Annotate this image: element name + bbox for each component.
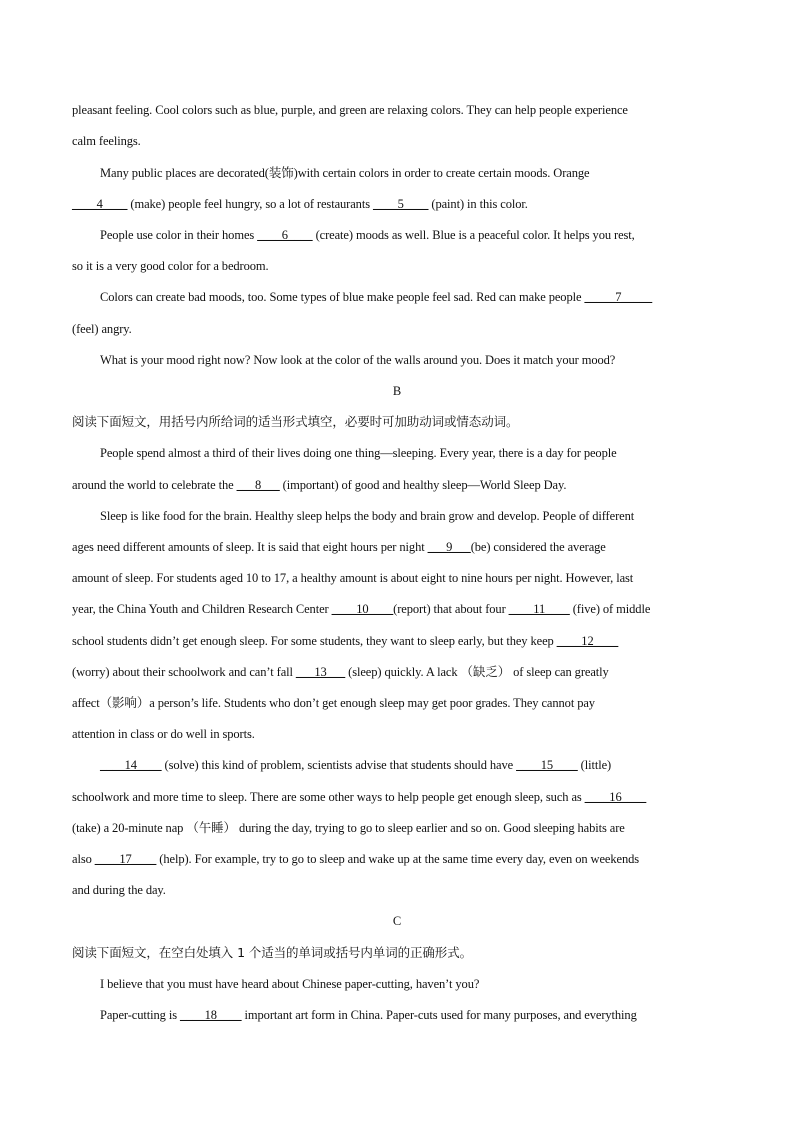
text-line: Colors can create bad moods, too. Some types of blue make people feel sad. Red can make people _____7_____ — [100, 290, 653, 304]
text-line: amount of sleep. For students aged 10 to 17, a healthy amount is about eight to nine hours per night. However, last — [72, 571, 634, 585]
text-line: I believe that you must have heard about Chinese paper-cutting, haven’t you? — [100, 977, 480, 991]
text-line: schoolwork and more time to sleep. There are some other ways to help people get enough sleep, such as ____16____ — [72, 790, 647, 804]
instruction-c: 阅读下面短文，在空白处填入 1 个适当的单词或括号内单词的正确形式。 — [72, 945, 473, 960]
text-line: and during the day. — [72, 883, 166, 897]
text-line: What is your mood right now? Now look at the color of the walls around you. Does it match your mood? — [100, 353, 616, 367]
text-line: calm feelings. — [72, 134, 141, 148]
blank-18[interactable]: ____18____ — [179, 1008, 242, 1022]
blank-12[interactable]: ____12____ — [556, 634, 619, 648]
blank-5[interactable]: ____5____ — [373, 197, 429, 211]
text-line: (worry) about their schoolwork and can’t fall ___13___ (sleep) quickly. A lack （缺乏） of sleep can greatly — [72, 665, 609, 679]
text-line: (feel) angry. — [72, 322, 132, 336]
blank-11[interactable]: ____11____ — [508, 602, 570, 616]
blank-4[interactable]: ____4____ — [72, 197, 128, 211]
blank-7[interactable]: _____7_____ — [584, 290, 653, 304]
blank-14[interactable]: ____14____ — [100, 758, 162, 772]
text-line: affect（影响）a person’s life. Students who don’t get enough sleep may get poor grades. They cannot pay — [72, 696, 595, 710]
text-line: People spend almost a third of their lives doing one thing—sleeping. Every year, there is a day for people — [100, 446, 617, 460]
text-line: pleasant feeling. Cool colors such as blue, purple, and green are relaxing colors. They can help people experience — [72, 103, 628, 117]
blank-17[interactable]: ____17____ — [94, 852, 157, 866]
blank-15[interactable]: ____15____ — [516, 758, 578, 772]
text-line: Paper-cutting is ____18____ important art form in China. Paper-cuts used for many purposes, and everything — [100, 1008, 637, 1022]
text-line: so it is a very good color for a bedroom. — [72, 259, 269, 273]
text-line: around the world to celebrate the ___8___ (important) of good and healthy sleep—World Sleep Day. — [72, 478, 567, 492]
text-line: People use color in their homes ____6____ (create) moods as well. Blue is a peaceful color. It helps you rest, — [100, 228, 635, 242]
section-heading-c: C — [392, 914, 402, 928]
text-line: ages need different amounts of sleep. It is said that eight hours per night ___9___(be) considered the average — [72, 540, 606, 554]
text-line: year, the China Youth and Children Research Center ____10____(report) that about four ____11____ (five) of middle — [72, 602, 651, 616]
blank-13[interactable]: ___13___ — [295, 665, 346, 679]
blank-10[interactable]: ____10____ — [331, 602, 394, 616]
text-line: ____4____ (make) people feel hungry, so a lot of restaurants ____5____ (paint) in this color. — [72, 197, 528, 211]
text-line: also ____17____ (help). For example, try to go to sleep and wake up at the same time every day, even on weekends — [72, 852, 640, 866]
text-line: ____14____ (solve) this kind of problem, scientists advise that students should have ____15____ (little) — [100, 758, 612, 772]
text-line: Many public places are decorated(装饰)with certain colors in order to create certain moods. Orange — [100, 166, 590, 180]
text-line: (take) a 20-minute nap （午睡） during the day, trying to go to sleep earlier and so on. Good sleeping habits are — [72, 821, 625, 835]
text-line: school students didn’t get enough sleep. For some students, they want to sleep early, but they keep ____12____ — [72, 634, 619, 648]
instruction-b: 阅读下面短文，用括号内所给词的适当形式填空，必要时可加助动词或情态动词。 — [72, 414, 519, 429]
blank-8[interactable]: ___8___ — [236, 478, 280, 492]
section-heading-b: B — [392, 384, 402, 398]
blank-9[interactable]: ___9___ — [427, 540, 471, 554]
blank-16[interactable]: ____16____ — [584, 790, 647, 804]
text-line: Sleep is like food for the brain. Healthy sleep helps the body and brain grow and develop. People of different — [100, 509, 635, 523]
text-line: attention in class or do well in sports. — [72, 727, 255, 741]
blank-6[interactable]: ____6____ — [257, 228, 313, 242]
